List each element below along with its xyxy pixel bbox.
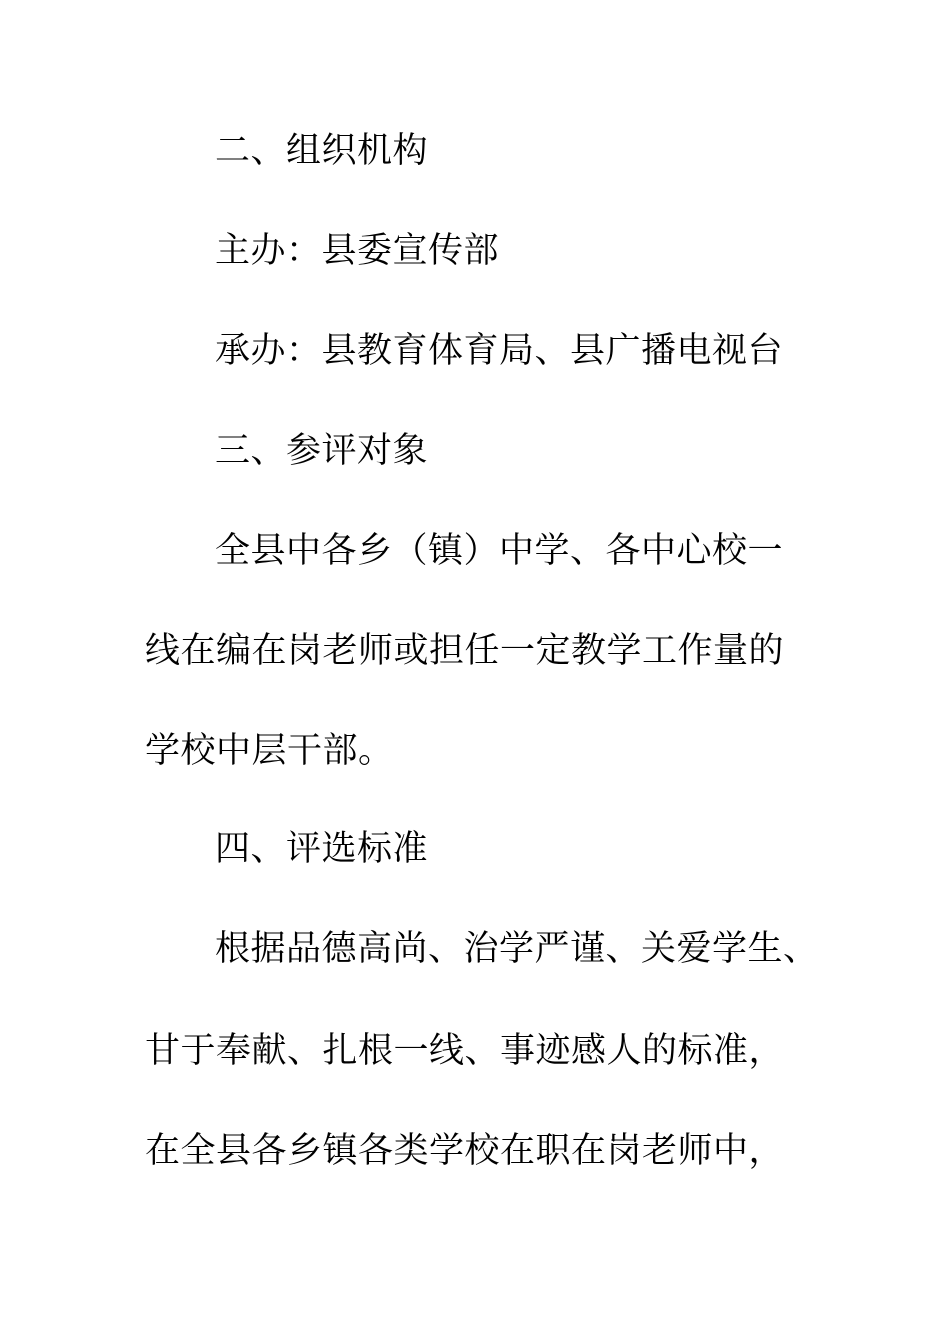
section-heading-criteria: 四、评选标准 — [215, 829, 429, 869]
paragraph-line: 学校中层干部。 — [145, 731, 394, 771]
co-organizer-line: 承办：县教育体育局、县广播电视台 — [215, 331, 784, 371]
paragraph-line: 根据品德高尚、治学严谨、关爱学生、 — [215, 929, 819, 969]
paragraph-line: 线在编在岗老师或担任一定教学工作量的 — [145, 631, 785, 671]
paragraph-line: 甘于奉献、扎根一线、事迹感人的标准， — [145, 1031, 785, 1071]
organizer-line: 主办：县委宣传部 — [215, 231, 500, 271]
paragraph-line: 在全县各乡镇各类学校在职在岗老师中， — [145, 1131, 785, 1171]
paragraph-line: 全县中各乡（镇）中学、各中心校一 — [215, 531, 784, 571]
section-heading-participants: 三、参评对象 — [215, 431, 429, 471]
section-heading-organization: 二、组织机构 — [215, 131, 429, 171]
